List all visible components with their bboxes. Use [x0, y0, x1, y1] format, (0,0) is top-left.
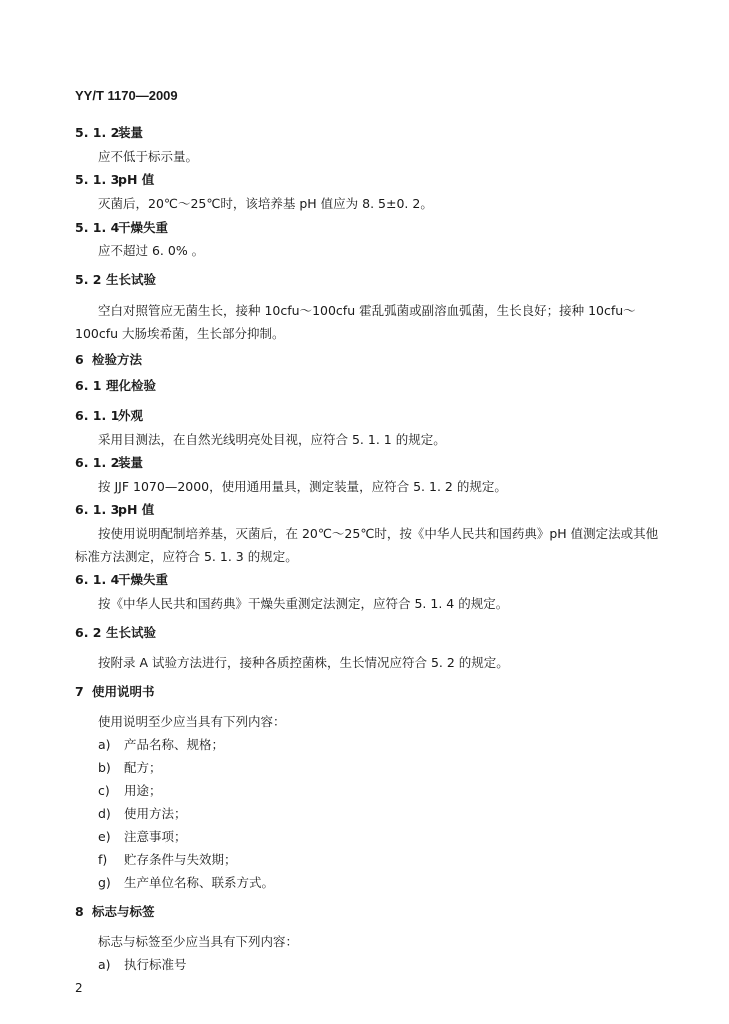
page-number: 2	[75, 981, 83, 995]
list-item-text: 产品名称、规格；	[124, 737, 225, 752]
section-title-6-1-3: pH 值	[118, 502, 155, 517]
list-item-label: b)	[98, 760, 111, 775]
section-text-6-1-2: 按 JJF 1070—2000，使用通用量具，测定装量，应符合 5. 1. 2 的规定。	[98, 479, 507, 494]
section-text-6-1-3-line2: 标准方法测定，应符合 5. 1. 3 的规定。	[75, 549, 298, 564]
section-intro-7: 使用说明至少应当具有下列内容：	[98, 714, 286, 729]
list-item-text: 用途；	[124, 783, 162, 798]
section-number-6-2: 6. 2	[75, 625, 102, 640]
section-number-7: 7	[75, 684, 84, 699]
list-item-text: 使用方法；	[124, 806, 187, 821]
section-title-6-1-4: 干燥失重	[118, 572, 169, 587]
section-title-5-2: 生长试验	[106, 272, 157, 287]
section-number-5-1-3: 5. 1. 3	[75, 172, 120, 187]
section-intro-8: 标志与标签至少应当具有下列内容：	[98, 934, 299, 949]
section-title-5-1-2: 装量	[118, 125, 144, 140]
section-text-5-1-4: 应不超过 6. 0% 。	[98, 243, 205, 258]
section-text-5-1-3: 灭菌后，20℃～25℃时，该培养基 pH 值应为 8. 5±0. 2。	[98, 196, 433, 211]
section-title-6: 检验方法	[92, 352, 143, 367]
section-number-8: 8	[75, 904, 84, 919]
list-item-label: g)	[98, 875, 111, 890]
section-title-8: 标志与标签	[92, 904, 155, 919]
section-title-7: 使用说明书	[92, 684, 155, 699]
section-number-5-1-4: 5. 1. 4	[75, 220, 120, 235]
list-item-label: c)	[98, 783, 110, 798]
section-title-5-1-3: pH 值	[118, 172, 155, 187]
section-title-6-1-1: 外观	[118, 408, 144, 423]
standard-code: YY/T 1170—2009	[75, 88, 178, 103]
list-item-label: d)	[98, 806, 111, 821]
list-item-text: 配方；	[124, 760, 162, 775]
section-text-6-1-1: 采用目测法，在自然光线明亮处目视，应符合 5. 1. 1 的规定。	[98, 432, 446, 447]
section-number-6-1: 6. 1	[75, 378, 102, 393]
list-item-text: 执行标准号	[124, 957, 187, 972]
list-item-label: e)	[98, 829, 111, 844]
section-number-5-1-2: 5. 1. 2	[75, 125, 120, 140]
section-text-6-1-4: 按《中华人民共和国药典》干燥失重测定法测定，应符合 5. 1. 4 的规定。	[98, 596, 509, 611]
section-number-6-1-3: 6. 1. 3	[75, 502, 120, 517]
section-number-6-1-1: 6. 1. 1	[75, 408, 120, 423]
section-number-6: 6	[75, 352, 84, 367]
list-item-text: 贮存条件与失效期；	[124, 852, 237, 867]
section-text-5-1-2: 应不低于标示量。	[98, 149, 199, 164]
section-title-6-2: 生长试验	[106, 625, 157, 640]
section-number-5-2: 5. 2	[75, 272, 102, 287]
section-title-6-1-2: 装量	[118, 455, 144, 470]
list-item-text: 注意事项；	[124, 829, 187, 844]
section-title-5-1-4: 干燥失重	[118, 220, 169, 235]
section-number-6-1-4: 6. 1. 4	[75, 572, 120, 587]
section-text-6-1-3-line1: 按使用说明配制培养基，灭菌后，在 20℃～25℃时，按《中华人民共和国药典》pH 值测定法或其他	[98, 526, 659, 541]
list-item-label: a)	[98, 737, 111, 752]
list-item-label: a)	[98, 957, 111, 972]
section-text-6-2: 按附录 A 试验方法进行，接种各质控菌株，生长情况应符合 5. 2 的规定。	[98, 655, 509, 670]
section-number-6-1-2: 6. 1. 2	[75, 455, 120, 470]
section-title-6-1: 理化检验	[106, 378, 157, 393]
list-item-label: f)	[98, 852, 108, 867]
section-text-5-2-line2: 100cfu 大肠埃希菌，生长部分抑制。	[75, 326, 285, 341]
section-text-5-2-line1: 空白对照管应无菌生长，接种 10cfu～100cfu 霍乱弧菌或副溶血弧菌，生长良好；接种 10cfu～	[98, 303, 636, 318]
list-item-text: 生产单位名称、联系方式。	[124, 875, 275, 890]
